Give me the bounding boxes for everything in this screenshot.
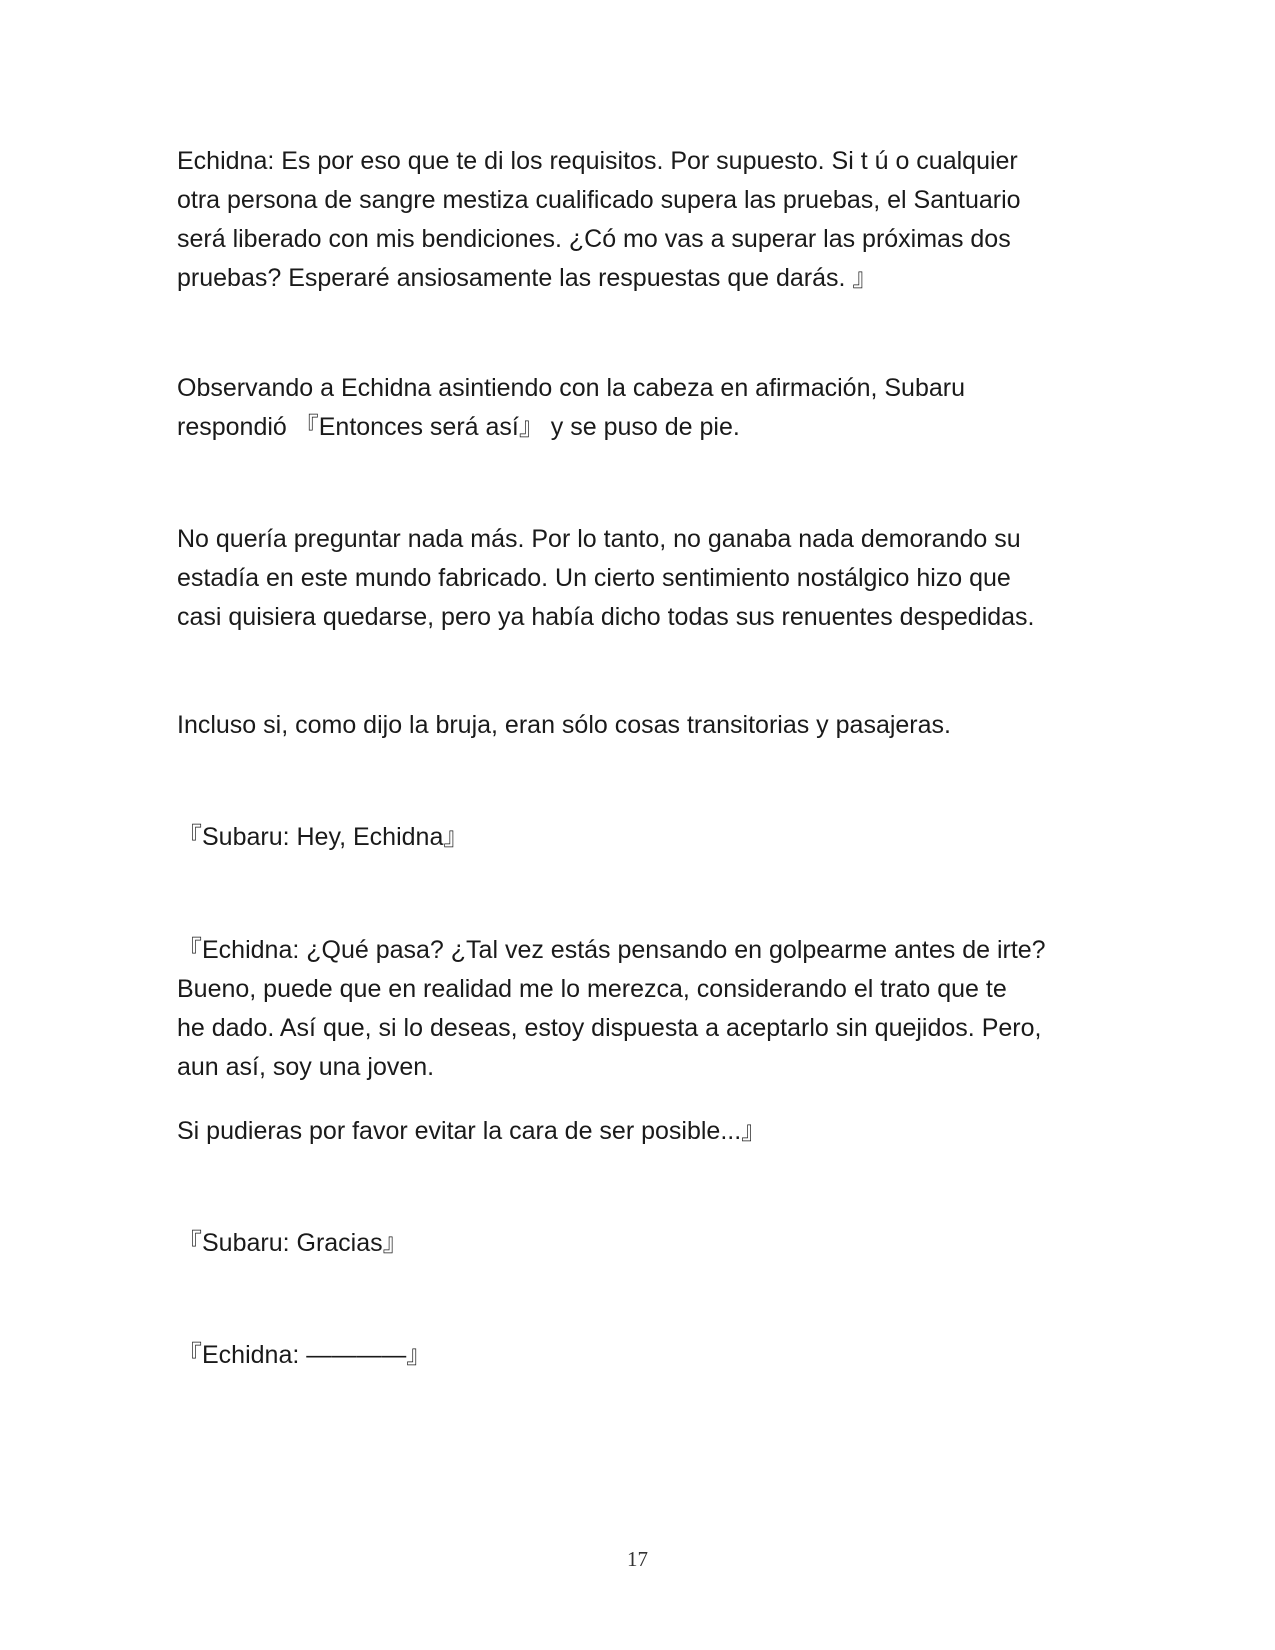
dialogue-echidna-silence <box>177 1336 1117 1375</box>
paragraph-subaru-stands <box>177 369 1117 447</box>
text-line: No quería preguntar nada más. Por lo tanto, no ganaba nada demorando su <box>177 525 1021 553</box>
text-line: 『Subaru: Hey, Echidna』 <box>177 823 469 851</box>
text-line: Observando a Echidna asintiendo con la cabeza en afirmación, Subaru <box>177 374 966 402</box>
text-line: respondió 『Entonces será así』 y se puso de pie. <box>177 413 740 441</box>
paragraph-no-more-questions <box>177 520 1117 637</box>
dialogue-subaru-hey <box>177 818 1117 857</box>
paragraph-transitory <box>177 706 1117 745</box>
text-line: Incluso si, como dijo la bruja, eran sólo cosas transitorias y pasajeras. <box>177 711 951 739</box>
text-line: otra persona de sangre mestiza cualificado supera las pruebas, el Santuario <box>177 186 1021 214</box>
text-line: estadía en este mundo fabricado. Un cierto sentimiento nostálgico hizo que <box>177 564 1011 592</box>
dialogue-subaru-thanks <box>177 1224 1117 1263</box>
text-line: Echidna: Es por eso que te di los requisitos. Por supuesto. Si t ú o cualquier <box>177 147 1018 175</box>
text-line: Bueno, puede que en realidad me lo merezca, considerando el trato que te <box>177 975 1007 1003</box>
text-line: será liberado con mis bendiciones. ¿Có mo vas a superar las próximas dos <box>177 225 1011 253</box>
text-line: 『Echidna: ¿Qué pasa? ¿Tal vez estás pensando en golpearme antes de irte? <box>177 936 1046 964</box>
text-line: casi quisiera quedarse, pero ya había dicho todas sus renuentes despedidas. <box>177 603 1035 631</box>
text-line: pruebas? Esperaré ansiosamente las respuestas que darás. 』 <box>177 264 878 292</box>
text-line: 『Echidna: ————』 <box>177 1341 432 1369</box>
dialogue-echidna-face <box>177 1112 1117 1151</box>
page-number: 17 <box>627 1547 648 1571</box>
text-line: 『Subaru: Gracias』 <box>177 1229 408 1257</box>
text-line: Si pudieras por favor evitar la cara de ser posible...』 <box>177 1117 767 1145</box>
paragraph-echidna-requirements <box>177 142 1117 298</box>
text-line: he dado. Así que, si lo deseas, estoy dispuesta a aceptarlo sin quejidos. Pero, <box>177 1014 1042 1042</box>
dialogue-echidna-reply <box>177 931 1117 1087</box>
text-line: aun así, soy una joven. <box>177 1053 435 1081</box>
